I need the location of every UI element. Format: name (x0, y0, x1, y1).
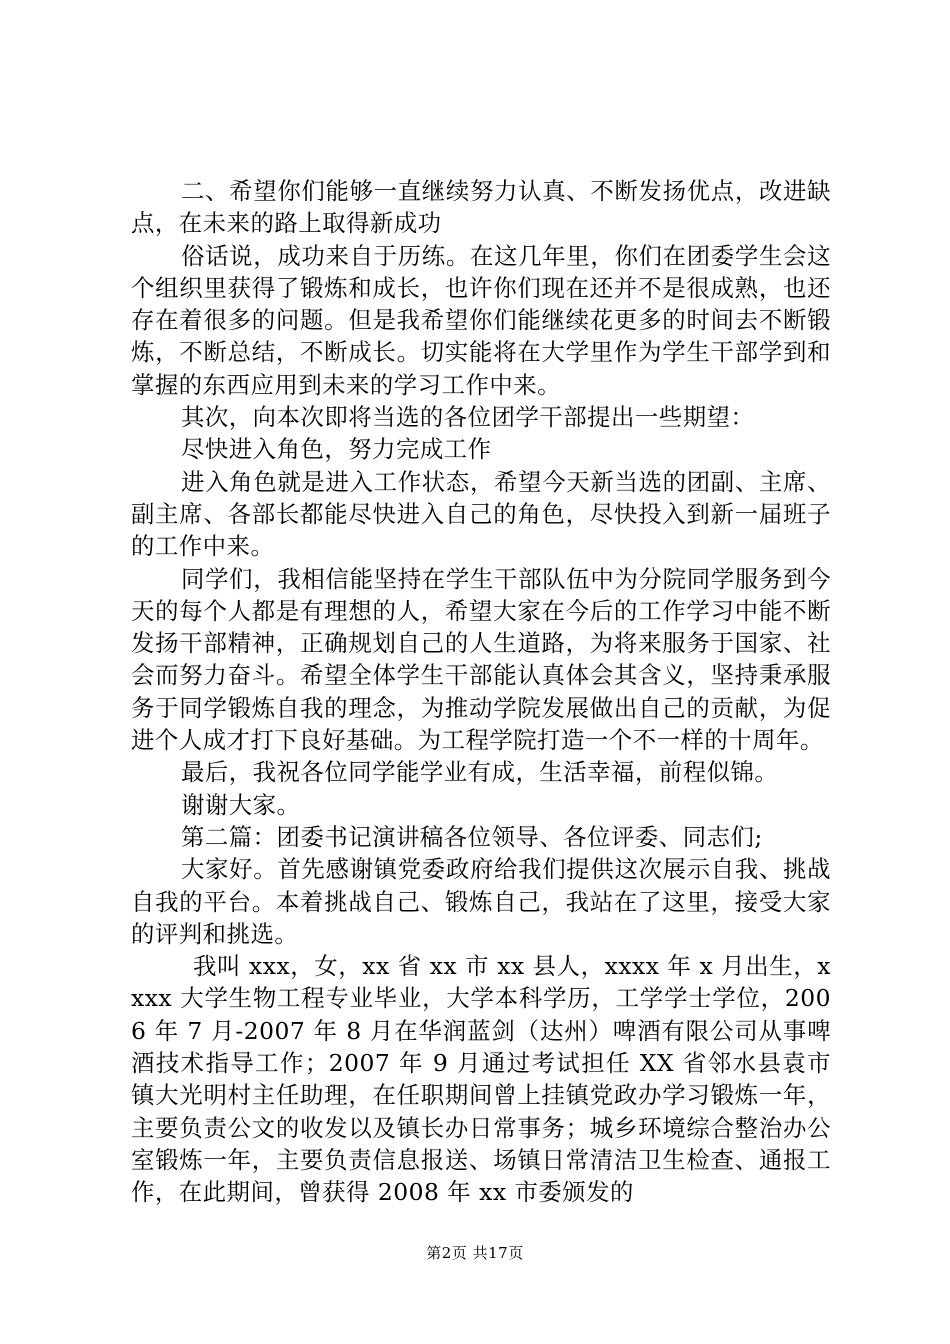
paragraph-6: 同学们，我相信能坚持在学生干部队伍中为分院同学服务到今天的每个人都是有理想的人，希望大家在今后的工作学习中能不断发扬干部精神，正确规划自己的人生道路，为将来服务于国家、社会而努力奋斗。希望全体学生干部能认真体会其含义，坚持秉承服务于同学锻炼自我的理念，为推动学院发展做出自己的贡献，为促进个人成才打下良好基础。为工程学院打造一个不一样的十周年。 (131, 564, 831, 755)
paragraph-7: 最后，我祝各位同学能学业有成，生活幸福，前程似锦。 (181, 758, 779, 787)
page-footer: 第2页 共17页 (426, 1244, 524, 1262)
paragraph-5: 进入角色就是进入工作状态，希望今天新当选的团副、主席、副主席、各部长都能尽快进入自己的角色，尽快投入到新一届班子的工作中来。 (131, 467, 831, 561)
paragraph-9: 第二篇：团委书记演讲稿各位领导、各位评委、同志们; (181, 822, 763, 851)
paragraph-2: 俗话说，成功来自于历练。在这几年里，你们在团委学生会这个组织里获得了锻炼和成长，也许你们现在还并不是很成熟，也还存在着很多的问题。但是我希望你们能继续花更多的时间去不断锻炼，不断总结，不断成长。切实能将在大学里作为学生干部学到和掌握的东西应用到未来的学习工作中来。 (131, 241, 831, 399)
document-body (131, 175, 831, 1209)
paragraph-8: 谢谢大家。 (181, 790, 301, 819)
paragraph-4: 尽快进入角色，努力完成工作 (181, 435, 492, 464)
paragraph-11: 我叫 xxx，女，xx 省 xx 市 xx 县人，xxxx 年 x 月出生，xxxx 大学生物工程专业毕业，大学本科学历，工学学士学位，2006 年 7 月-2007 年 8 月在华润蓝剑（达州）啤酒有限公司从事啤酒技术指导工作；2007 年 9 月通过考试担任 XX 省邻水县袁市镇大光明村主任助理，在任职期间曾上挂镇党政办学习锻炼一年，主要负责公文的收发以及镇长办日常事务；城乡环境综合整治办公室锻炼一年，主要负责信息报送、场镇日常清洁卫生检查、通报工作，在此期间，曾获得 2008 年 xx 市委颁发的 (131, 952, 831, 1207)
paragraph-10: 大家好。首先感谢镇党委政府给我们提供这次展示自我、挑战自我的平台。本着挑战自己、锻炼自己，我站在了这里，接受大家的评判和挑选。 (131, 855, 831, 948)
paragraph-1: 二、希望你们能够一直继续努力认真、不断发扬优点，改进缺点，在未来的路上取得新成功 (131, 177, 831, 238)
paragraph-3: 其次，向本次即将当选的各位团学干部提出一些期望： (181, 403, 755, 432)
